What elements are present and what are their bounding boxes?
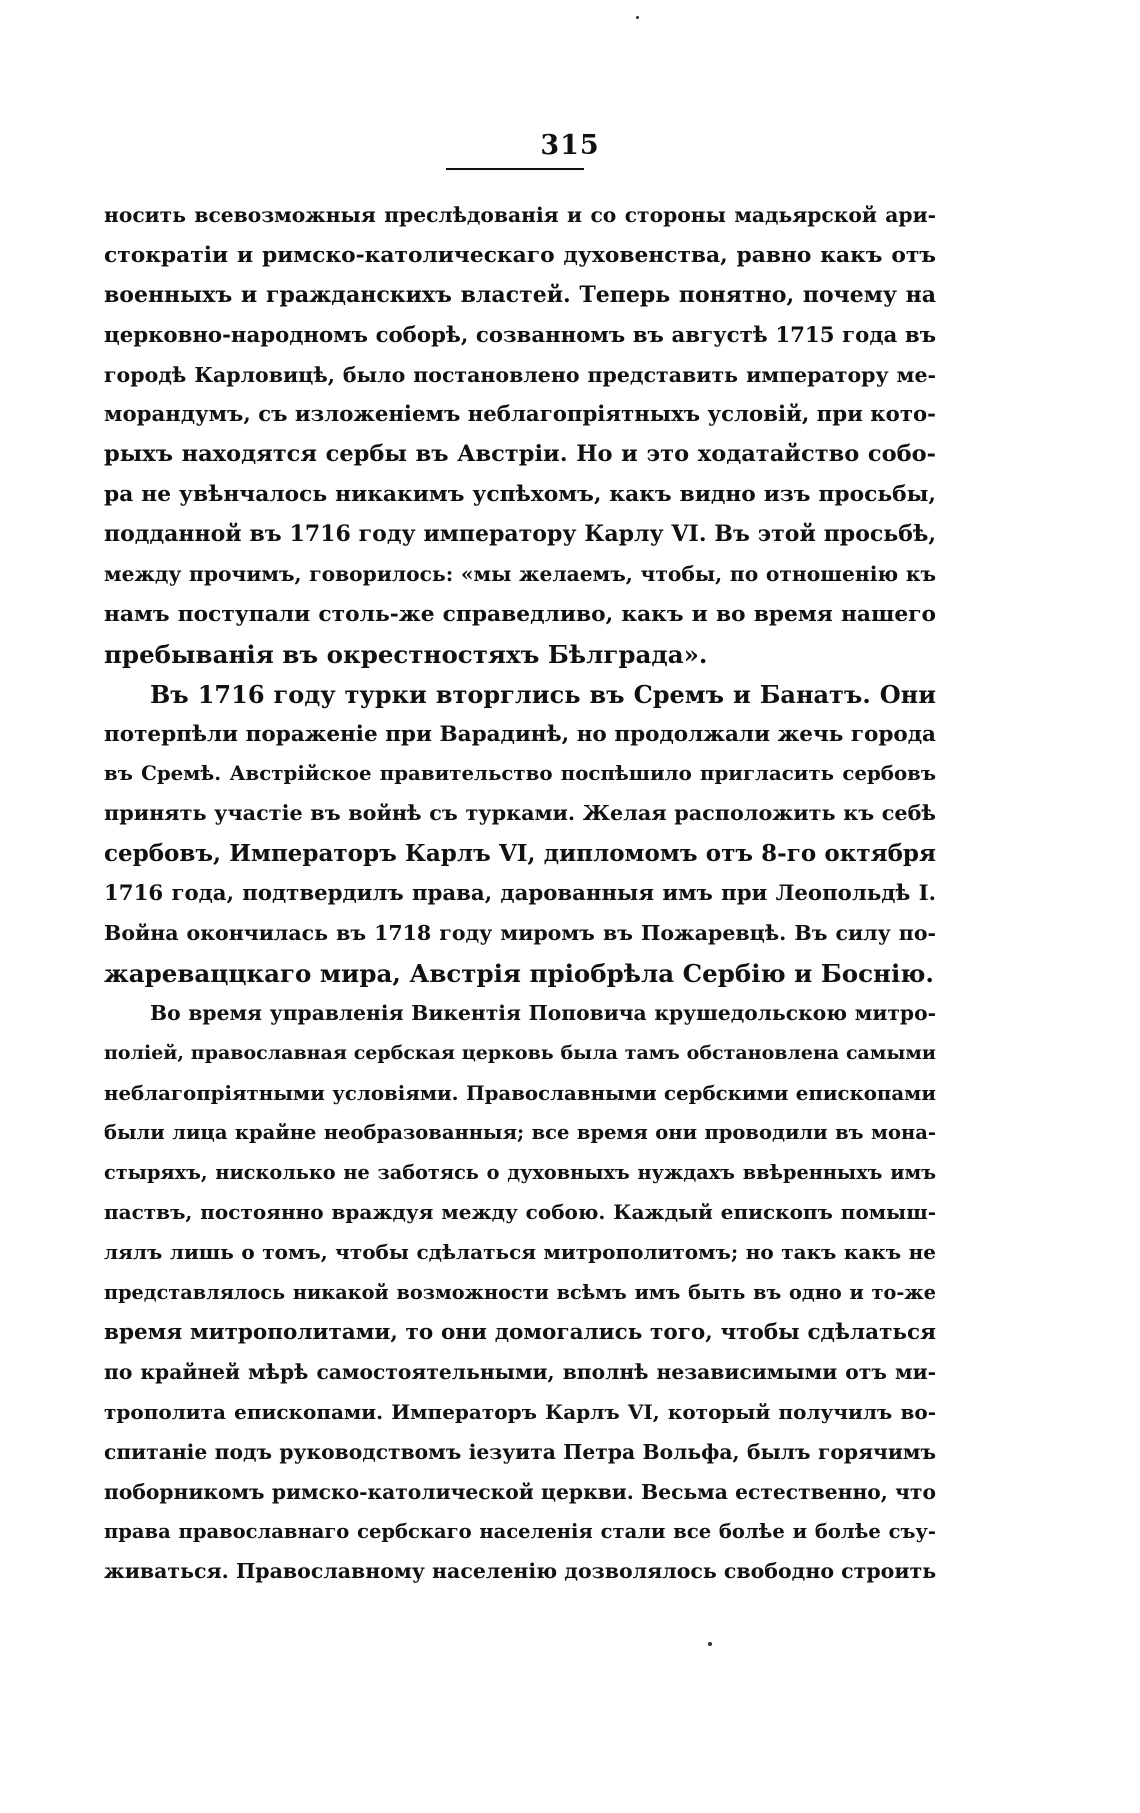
- text-line: время митрополитами, то они домогались того, чтобы сдѣлаться: [104, 1319, 936, 1345]
- text-line: жареваццкаго мира, Австрія пріобрѣла Сербію и Боснію.: [104, 958, 934, 988]
- text-line: городѣ Карловицѣ, было постановлено представить императору ме-: [104, 362, 936, 387]
- text-line: ра не увѣнчалось никакимъ успѣхомъ, какъ видно изъ просьбы,: [104, 482, 936, 508]
- text-line: спитаніе подъ руководствомъ іезуита Петра Вольфа, былъ горячимъ: [104, 1439, 936, 1464]
- text-line: въ Сремѣ. Австрійское правительство поспѣшило пригласить сербовъ: [104, 761, 936, 786]
- text-line: по крайней мѣрѣ самостоятельными, вполнѣ независимыми отъ ми-: [104, 1359, 936, 1384]
- text-line: стыряхъ, нисколько не заботясь о духовныхъ нуждахъ ввѣренныхъ имъ: [104, 1161, 936, 1185]
- text-line: паствъ, постоянно враждуя между собою. Каждый епископъ помыш-: [104, 1200, 936, 1225]
- text-line: военныхъ и гражданскихъ властей. Теперь понятно, почему на: [104, 281, 936, 308]
- paragraph: [104, 675, 936, 994]
- page-number-rule: [446, 168, 584, 170]
- text-line: лялъ лишь о томъ, чтобы сдѣлаться митрополитомъ; но такъ какъ не: [104, 1240, 936, 1265]
- text-line: рыхъ находятся сербы въ Австріи. Но и это ходатайство собо-: [104, 441, 936, 468]
- scan-speck: [708, 1642, 712, 1646]
- paragraph: [104, 994, 936, 1592]
- text-line: Въ 1716 году турки вторглись въ Сремъ и Банатъ. Они: [150, 679, 936, 709]
- text-line: носить всевозможныя преслѣдованія и со стороны мадьярской ари-: [104, 203, 936, 227]
- text-line: Война окончилась въ 1718 году миромъ въ Пожаревцѣ. Въ силу по-: [104, 921, 936, 946]
- scan-speck: [636, 16, 639, 19]
- body-text: [104, 196, 936, 1592]
- text-line: пребыванія въ окрестностяхъ Бѣлграда».: [104, 639, 708, 669]
- text-line: живаться. Православному населенію дозволялось свободно строить: [104, 1559, 936, 1584]
- text-line: сербовъ, Императоръ Карлъ VI, дипломомъ отъ 8-го октября: [104, 840, 936, 868]
- text-line: поліей, православная сербская церковь была тамъ обстановлена самыми: [104, 1041, 936, 1064]
- text-line: морандумъ, съ изложеніемъ неблагопріятныхъ условій, при кото-: [104, 402, 936, 428]
- text-line: представлялось никакой возможности всѣмъ имъ быть въ одно и то-же: [104, 1281, 936, 1305]
- text-line: Во время управленія Викентія Поповича крушедольскою митро-: [150, 1000, 936, 1025]
- text-line: между прочимъ, говорилось: «мы желаемъ, чтобы, по отношенію къ: [104, 562, 936, 587]
- text-line: принять участіе въ войнѣ съ турками. Желая расположить къ себѣ: [104, 801, 936, 826]
- text-line: поборникомъ римско-католической церкви. Весьма естественно, что: [104, 1479, 936, 1504]
- text-line: стократіи и римско-католическаго духовенства, равно какъ отъ: [104, 242, 936, 268]
- text-line: права православнаго сербскаго населенія стали все болѣе и болѣе съу-: [104, 1520, 936, 1544]
- text-line: намъ поступали столь-же справедливо, какъ и во время нашего: [104, 601, 936, 627]
- text-line: подданной въ 1716 году императору Карлу VI. Въ этой просьбѣ,: [104, 521, 936, 548]
- page-number: 315: [540, 130, 600, 161]
- text-line: потерпѣли пораженіе при Варадинѣ, но продолжали жечь города: [104, 721, 936, 747]
- paragraph: [104, 196, 936, 675]
- text-line: были лица крайне необразованныя; все время они проводили въ мона-: [104, 1121, 936, 1145]
- text-line: 1716 года, подтвердилъ права, дарованныя имъ при Леопольдѣ I.: [104, 881, 936, 907]
- text-line: неблагопріятными условіями. Православными сербскими епископами: [104, 1080, 936, 1105]
- text-line: трополита епископами. Императоръ Карлъ VI, который получилъ во-: [104, 1399, 936, 1424]
- text-line: церковно-народномъ соборѣ, созванномъ въ августѣ 1715 года въ: [104, 322, 936, 348]
